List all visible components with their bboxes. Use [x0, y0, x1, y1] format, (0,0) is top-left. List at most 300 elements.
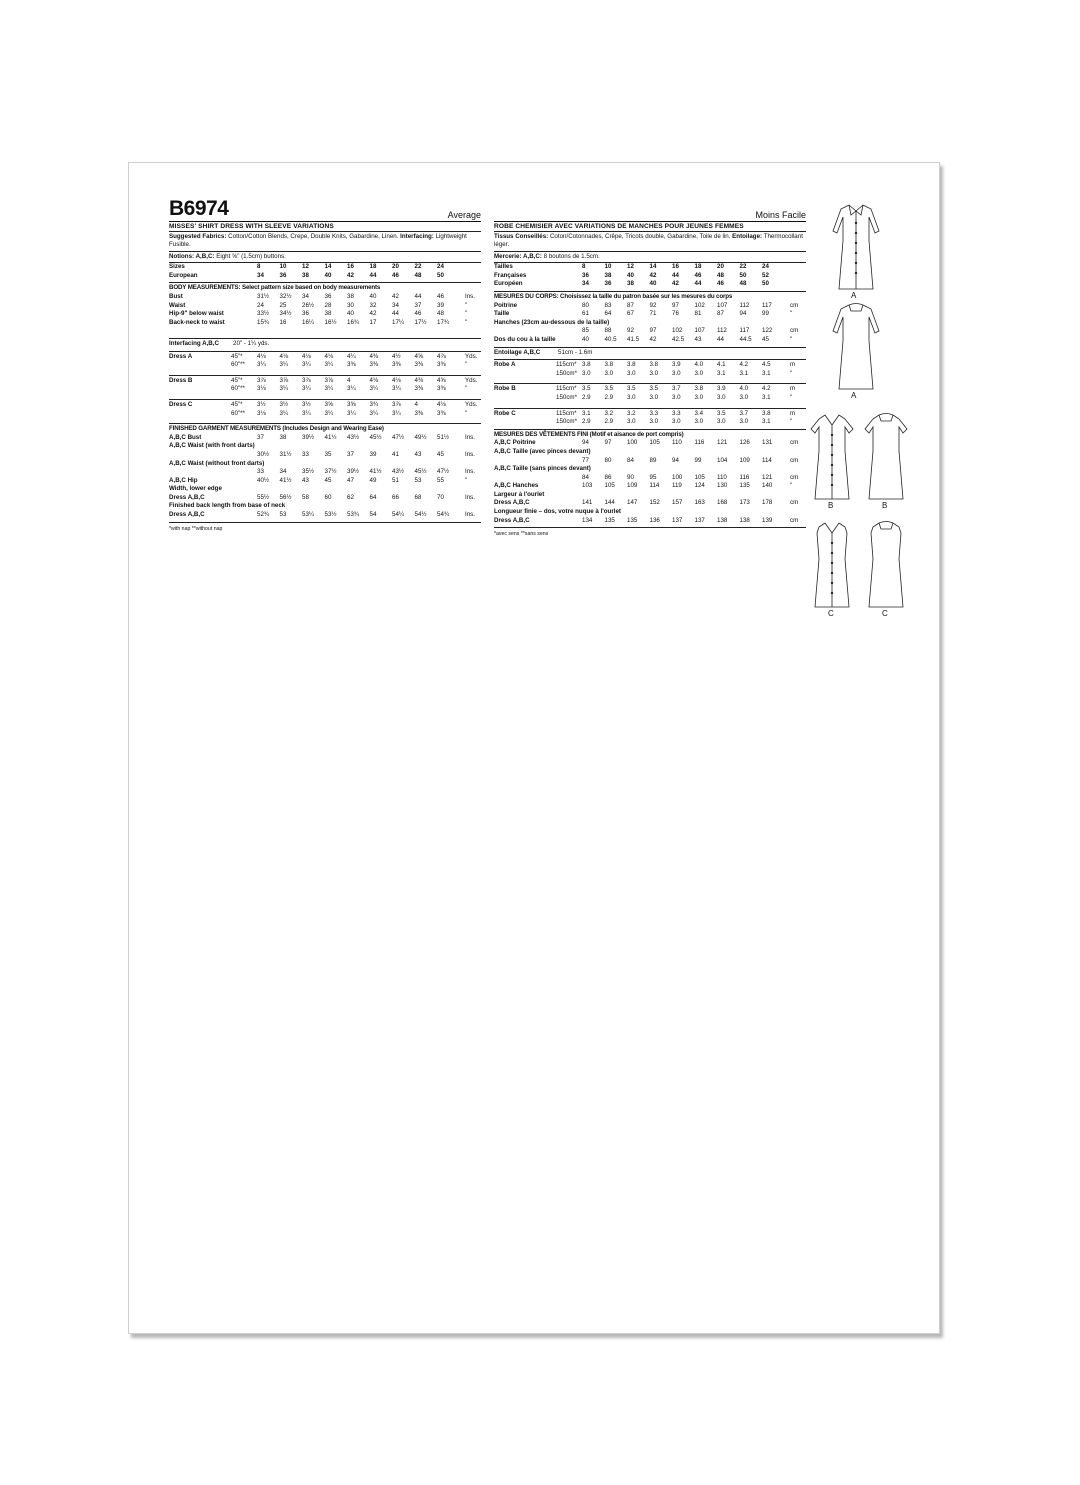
view-a-back-drawing: [827, 301, 885, 393]
cell-value: 36: [582, 271, 589, 279]
cell-value: 8: [582, 263, 586, 271]
dress-yardage-table: [169, 377, 481, 400]
table-row: [494, 499, 806, 508]
notions-paragraph: [494, 252, 806, 263]
cell-value: 3½: [257, 400, 266, 408]
unit: m: [790, 385, 796, 393]
cell-value: 71: [649, 310, 657, 318]
cell-value: 3.3: [649, 409, 659, 417]
row-label: Européen: [494, 280, 523, 288]
cell-value: 77: [582, 456, 589, 464]
difficulty-level: Moins Facile: [755, 210, 806, 220]
dress-yardage-table: [169, 353, 481, 376]
unit: ": [790, 393, 793, 401]
cell-value: 4⅜: [369, 352, 379, 360]
cell-value: 31½: [257, 293, 270, 300]
garment-drawings: [819, 201, 929, 641]
table-row: [494, 482, 806, 491]
cell-value: 137: [694, 516, 705, 524]
cell-value: 37: [347, 450, 354, 458]
cell-value: 99: [694, 456, 702, 464]
cell-value: 4⅝: [414, 352, 424, 360]
cell-value: 3.7: [672, 385, 681, 393]
table-row: [169, 319, 481, 328]
cell-value: 88: [604, 327, 612, 335]
cell-value: 131: [762, 439, 773, 447]
row-label: Robe C: [494, 409, 516, 417]
table-row: [494, 327, 806, 336]
cell-value: 104: [717, 456, 728, 464]
european-sizes-row: [494, 280, 806, 289]
cell-value: 3⅞: [392, 400, 401, 408]
cell-value: 24: [257, 301, 264, 309]
cell-value: 45½: [414, 468, 427, 476]
cell-value: 4: [347, 376, 351, 384]
cell-value: 52: [762, 271, 769, 279]
table-row: [169, 377, 481, 386]
table-row: [169, 401, 481, 410]
cell-value: 144: [604, 499, 615, 507]
table-row: [169, 410, 481, 419]
cell-value: 54: [369, 511, 377, 519]
cell-value: 12: [627, 263, 634, 271]
cell-value: 152: [649, 499, 660, 507]
notions-text: Eight ⅝" (1.5cm) buttons.: [216, 252, 286, 260]
cell-value: 105: [604, 482, 615, 490]
cell-value: 84: [627, 456, 634, 464]
row-label: Width, lower edge: [169, 485, 222, 493]
cell-value: 67: [627, 310, 634, 318]
cell-value: 3.8: [649, 361, 659, 369]
pattern-title: MISSES' SHIRT DRESS WITH SLEEVE VARIATIONS: [169, 222, 481, 232]
cell-value: 80: [582, 301, 589, 309]
cell-value: 3.0: [627, 369, 636, 377]
cell-value: 4.1: [717, 361, 726, 369]
cell-value: 62: [347, 493, 354, 501]
row-label: Hanches (23cm au-dessous de la taille): [494, 318, 610, 326]
cell-value: 4⅛: [392, 376, 401, 384]
cell-value: 3⅜: [392, 361, 401, 369]
cell-value: 3.8: [627, 361, 636, 369]
cell-value: 38: [604, 271, 612, 279]
cell-value: 55: [437, 476, 444, 484]
fabrics-label: Suggested Fabrics:: [169, 233, 227, 240]
cell-value: 4⅛: [279, 352, 289, 360]
cell-value: 18: [694, 263, 702, 271]
cell-value: 3.0: [649, 393, 659, 401]
cell-value: 24: [762, 263, 769, 271]
row-label: Dos du cou à la taille: [494, 335, 556, 343]
interfacing-yardage: 51cm - 1.6m: [558, 348, 593, 356]
cell-value: 44: [717, 335, 724, 343]
cell-value: 117: [762, 301, 772, 309]
unit: ": [465, 385, 468, 393]
unit: Ins.: [465, 433, 475, 441]
cell-value: 3⅜: [414, 385, 424, 393]
cell-value: 20: [392, 263, 399, 271]
cell-value: 3¼: [324, 361, 334, 369]
cell-value: 39: [369, 450, 377, 458]
cell-value: 100: [672, 473, 683, 481]
cell-value: 46: [717, 280, 724, 288]
table-row-label: [494, 491, 806, 500]
cell-value: 34: [582, 280, 589, 288]
nap-footnote: *avec sens **sans sens: [494, 531, 549, 538]
cell-value: 112: [739, 301, 750, 309]
cell-value: 3.5: [717, 409, 726, 417]
cell-value: 3⅞: [302, 376, 311, 384]
unit: Yds.: [465, 400, 478, 408]
unit: Ins.: [465, 493, 475, 501]
notions-text: 8 boutons de 1.5cm.: [543, 252, 600, 260]
row-label: Entoilage A,B,C: [494, 348, 541, 356]
table-row: [169, 302, 481, 311]
cell-value: 121: [762, 473, 773, 481]
unit: Ins.: [465, 293, 475, 300]
cell-value: 50: [739, 271, 747, 279]
cell-value: 43½: [392, 468, 405, 476]
cell-value: 126: [739, 439, 750, 447]
cell-value: 116: [739, 473, 750, 481]
cell-value: 3.1: [582, 409, 591, 417]
cell-value: 3.9: [717, 385, 726, 393]
unit: Ins.: [465, 511, 475, 519]
cell-value: 4.2: [762, 385, 771, 393]
table-row: [169, 434, 481, 443]
cell-value: 3¼: [279, 409, 289, 417]
finished-measurements-heading: FINISHED GARMENT MEASUREMENTS (Includes Design and Wearing Ease): [169, 425, 384, 433]
header-line: [494, 203, 806, 222]
view-c-back-drawing: [859, 519, 913, 611]
table-row-label: [169, 460, 481, 469]
cell-value: 3.5: [582, 385, 591, 393]
table-row: [494, 385, 806, 394]
row-label: Dress B: [169, 376, 193, 384]
cell-value: 3.8: [694, 385, 704, 393]
cell-value: 44: [414, 293, 422, 300]
notions-label: Notions: A,B,C:: [169, 252, 215, 260]
row-label: Sizes: [169, 263, 185, 271]
cell-value: 3¼: [347, 409, 356, 417]
cell-value: 42: [649, 271, 657, 279]
unit: Ins.: [465, 468, 475, 476]
cell-value: 16: [279, 318, 287, 326]
cell-value: 32½: [279, 293, 292, 300]
dress-yardage-table: [494, 385, 806, 408]
cell-value: 117: [739, 327, 750, 335]
cell-value: 3.3: [672, 409, 681, 417]
cell-value: 3.5: [627, 385, 636, 393]
cell-value: 40.5: [604, 335, 617, 343]
cell-value: 43: [302, 476, 309, 484]
cell-value: 55½: [257, 493, 270, 501]
cell-value: 135: [627, 516, 638, 524]
cell-value: 3¾: [369, 400, 379, 408]
cell-value: 46: [437, 293, 444, 300]
row-label: Tailles: [494, 263, 513, 271]
cell-value: 3⅞: [279, 376, 289, 384]
cell-value: 3.9: [672, 361, 681, 369]
body-measurements-heading: MESURES DU CORPS: Choisissez la taille du patron basée sur les mesures du corps: [494, 293, 733, 300]
cell-value: 47½: [392, 433, 405, 441]
cell-value: 94: [739, 310, 747, 318]
cell-value: 3⅛: [257, 409, 266, 417]
table-row: [169, 310, 481, 319]
cell-value: 4½: [392, 352, 401, 360]
difficulty-level: Average: [447, 210, 481, 220]
cell-value: 84: [582, 473, 589, 481]
cell-value: 66: [392, 493, 399, 501]
cell-value: 45: [437, 450, 444, 458]
table-row-label: [494, 319, 806, 328]
row-label: Dress C: [169, 400, 193, 408]
unit: ": [790, 482, 793, 490]
table-row: [169, 361, 481, 370]
cell-value: 28: [324, 301, 332, 309]
cell-value: 4⅜: [414, 376, 424, 384]
cell-value: 3.0: [649, 418, 659, 426]
cell-value: 30: [347, 301, 354, 309]
cell-value: 33½: [257, 310, 270, 318]
cell-value: 42: [369, 310, 377, 318]
cell-value: 53: [414, 476, 422, 484]
cell-value: 4.0: [694, 361, 704, 369]
cell-value: 3.0: [672, 418, 681, 426]
cell-value: 2.9: [582, 418, 591, 426]
unit: ": [465, 361, 468, 369]
pattern-title: ROBE CHEMISIER AVEC VARIATIONS DE MANCHES POUR JEUNES FEMMES: [494, 222, 806, 232]
cell-value: 3⅜: [414, 409, 424, 417]
cell-value: 22: [414, 263, 422, 271]
cell-value: 39½: [302, 433, 315, 441]
cell-value: 39½: [347, 468, 360, 476]
european-sizes-row: [169, 272, 481, 281]
cell-value: 135: [739, 482, 750, 490]
table-row: [494, 361, 806, 370]
cell-value: 16: [347, 263, 354, 271]
french-sizes-row: [494, 272, 806, 281]
unit: m: [790, 361, 796, 369]
row-label: Françaises: [494, 271, 527, 279]
unit: ": [790, 335, 793, 343]
body-measurements-table: [169, 284, 481, 339]
unit: Yds.: [465, 376, 478, 384]
cell-value: 97: [604, 439, 612, 447]
dress-yardage-table: [494, 410, 806, 430]
cell-value: 121: [717, 439, 728, 447]
cell-value: 51½: [437, 433, 450, 441]
cell-value: 16½: [324, 318, 337, 326]
cell-value: 107: [694, 327, 705, 335]
table-row-label: [494, 448, 806, 457]
row-label: A,B,C Waist (with front darts): [169, 442, 255, 450]
cell-value: 34: [302, 293, 309, 300]
cell-value: 3⅜: [437, 409, 446, 417]
cell-value: 42: [347, 271, 354, 279]
unit: cm: [790, 499, 799, 507]
table-row: [494, 457, 806, 466]
cell-value: 41½: [369, 468, 382, 476]
cell-value: 46: [414, 310, 422, 318]
table-row: [494, 370, 806, 379]
cell-value: 12: [302, 263, 309, 271]
cell-value: 99: [762, 310, 769, 318]
row-label: Poitrine: [494, 301, 518, 309]
cell-value: 3⅝: [347, 400, 356, 408]
fabrics-paragraph: [494, 232, 806, 252]
cell-value: 34: [392, 301, 399, 309]
cell-value: 81: [694, 310, 702, 318]
cell-value: 103: [582, 482, 593, 490]
table-row: [494, 394, 806, 403]
unit: Yds.: [465, 352, 478, 360]
cell-value: 39: [437, 301, 444, 309]
cell-value: 2.9: [604, 418, 614, 426]
dress-yardage-table: [494, 361, 806, 384]
finished-measurements-table: [169, 425, 481, 523]
notions-label: Mercerie: A,B,C:: [494, 252, 542, 260]
table-row: [169, 293, 481, 302]
cell-value: 3.1: [739, 369, 749, 377]
cell-value: 89: [649, 456, 657, 464]
cell-value: 56½: [279, 493, 292, 501]
cell-value: 3¼: [369, 409, 379, 417]
view-c-front-drawing: [805, 519, 859, 611]
fabric-width: 60"**: [231, 409, 245, 417]
fabric-width: 45"*: [231, 352, 243, 360]
cell-value: 17¼: [392, 318, 405, 326]
cell-value: 138: [717, 516, 728, 524]
cell-value: 48: [739, 280, 747, 288]
cell-value: 42: [392, 293, 399, 300]
cell-value: 3.5: [604, 385, 614, 393]
cell-value: 42: [649, 335, 657, 343]
table-row-label: [494, 465, 806, 474]
cell-value: 2.9: [582, 393, 591, 401]
view-label: A: [851, 291, 857, 300]
header-line: [169, 197, 481, 222]
cell-value: 4¼: [347, 352, 356, 360]
table-row: [494, 439, 806, 448]
table-row: [494, 474, 806, 483]
cell-value: 54¾: [437, 511, 450, 519]
cell-value: 178: [762, 499, 773, 507]
cell-value: 3.8: [582, 361, 591, 369]
cell-value: 64: [604, 310, 612, 318]
cell-value: 173: [739, 499, 750, 507]
table-row-label: [169, 502, 481, 511]
cell-value: 44: [672, 271, 679, 279]
row-label: A,B,C Poitrine: [494, 439, 536, 447]
cell-value: 43: [414, 450, 422, 458]
cell-value: 3.1: [717, 369, 726, 377]
table-row: [169, 385, 481, 394]
cell-value: 40: [649, 280, 657, 288]
cell-value: 16: [672, 263, 679, 271]
cell-value: 42: [672, 280, 679, 288]
cell-value: 3.0: [627, 393, 636, 401]
fabric-width: 150cm*: [556, 393, 577, 401]
cell-value: 3.1: [762, 393, 771, 401]
cell-value: 44: [694, 280, 702, 288]
cell-value: 92: [627, 327, 634, 335]
cell-value: 4: [414, 400, 418, 408]
cell-value: 70: [437, 493, 444, 501]
cell-value: 37: [414, 301, 422, 309]
view-label: B: [882, 501, 888, 510]
cell-value: 16¼: [302, 318, 315, 326]
cell-value: 97: [649, 327, 657, 335]
unit: Ins.: [465, 450, 475, 458]
row-label: Largeur à l'ourlet: [494, 490, 545, 498]
cell-value: 85: [582, 327, 589, 335]
cell-value: 60: [324, 493, 332, 501]
cell-value: 38: [627, 280, 634, 288]
cell-value: 36: [302, 310, 309, 318]
cell-value: 105: [694, 473, 705, 481]
cell-value: 87: [627, 301, 634, 309]
row-label: European: [169, 271, 198, 279]
view-b-front-drawing: [805, 411, 859, 503]
sizes-row: [494, 263, 806, 272]
cell-value: 34: [257, 271, 264, 279]
cell-value: 90: [627, 473, 634, 481]
cell-value: 3.5: [649, 385, 659, 393]
unit: ": [790, 369, 793, 377]
cell-value: 44.5: [739, 335, 752, 343]
cell-value: 10: [604, 263, 612, 271]
cell-value: 37: [257, 433, 264, 441]
table-row: [169, 477, 481, 486]
fabric-width: 150cm*: [556, 369, 577, 377]
cell-value: 3.0: [604, 369, 614, 377]
cell-value: 140: [762, 482, 773, 490]
interfacing-text: Lightweight Fusible.: [169, 233, 467, 249]
cell-value: 112: [717, 327, 727, 335]
cell-value: 110: [717, 473, 727, 481]
sizes-row: [169, 263, 481, 272]
cell-value: 3½: [279, 400, 289, 408]
cell-value: 49½: [414, 433, 427, 441]
cell-value: 87: [717, 310, 724, 318]
cell-value: 3.8: [762, 409, 771, 417]
row-label: Taille: [494, 310, 510, 318]
cell-value: 3.0: [694, 393, 704, 401]
cell-value: 17½: [414, 318, 427, 326]
cell-value: 4⅛: [257, 352, 266, 360]
cell-value: 15¾: [257, 318, 270, 326]
cell-value: 3⅜: [437, 361, 446, 369]
cell-value: 3.1: [762, 418, 771, 426]
cell-value: 114: [762, 456, 772, 464]
cell-value: 3.0: [694, 418, 704, 426]
table-row-label: [169, 485, 481, 494]
row-label: Robe B: [494, 385, 516, 393]
cell-value: 30½: [257, 450, 270, 458]
cell-value: 51: [392, 476, 399, 484]
english-tables: [169, 263, 481, 532]
cell-value: 45: [762, 335, 769, 343]
cell-value: 42.5: [672, 335, 685, 343]
interfacing-yardage: 20" - 1¼ yds.: [233, 339, 270, 347]
cell-value: 3.4: [694, 409, 704, 417]
unit: ": [465, 310, 468, 318]
cell-value: 38: [302, 271, 309, 279]
view-label: B: [828, 501, 834, 510]
cell-value: 102: [694, 301, 705, 309]
row-label: Interfacing A,B,C: [169, 339, 219, 347]
cell-value: 36: [279, 271, 287, 279]
